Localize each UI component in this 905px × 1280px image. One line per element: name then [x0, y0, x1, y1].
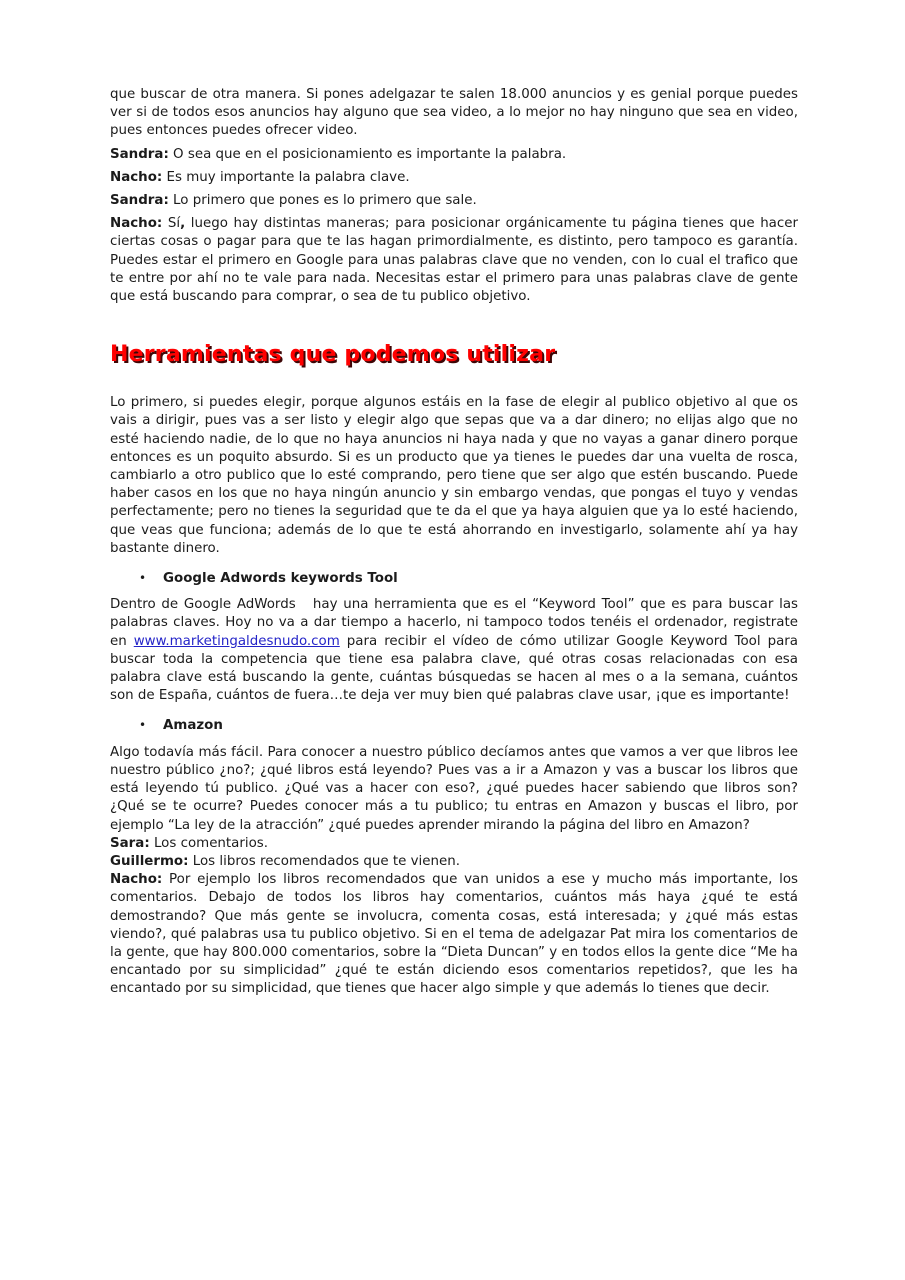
text-run: que buscar de otra manera. Si pones adelgazar te salen 18.000 anuncios y es genial porque puedes ver si de todos esos anuncios hay alguno que sea video, a lo mejor no hay ninguno que sea en video, pues entonces puedes ofrecer video.	[110, 87, 798, 139]
text-run: Por ejemplo los libros recomendados que van unidos a ese y mucho más importante, los comentarios. Debajo de todos los libros hay comentarios, cuántos más haya ¿qué te está demostrando? Que más gente se involucra, comenta cosas, está interesada; y ¿qué más estas viendo?, qué palabras usa tu publico objetivo. Si en el tema de adelgazar Pat mira los comentarios de la gente, que hay 800.000 comentarios, sobre la “Dieta Duncan” y en todos ellos la gente dice “Me ha encantado por su simplicidad” ¿qué te están diciendo esos comentarios repetidos?, que les ha encantado por su simplicidad, que tienes que hacer algo simple y que además lo tienes que decir.	[110, 872, 798, 997]
text-run: Los libros recomendados que te vienen.	[188, 853, 460, 869]
speaker-name: Sandra:	[110, 146, 169, 162]
paragraph	[110, 169, 798, 187]
speaker-name: ,	[180, 216, 186, 232]
paragraph	[110, 394, 798, 558]
speaker-name: Nacho:	[110, 216, 163, 232]
paragraph	[110, 871, 798, 998]
text-run: Los comentarios.	[149, 835, 269, 851]
speaker-name: Nacho:	[110, 872, 163, 888]
paragraph	[110, 596, 798, 705]
bullet-item-label: Google Adwords keywords Tool	[163, 571, 398, 587]
bullet-icon: •	[139, 571, 147, 586]
paragraph	[110, 192, 798, 210]
text-run: O sea que en el posicionamiento es importante la palabra.	[168, 146, 567, 162]
paragraph	[110, 835, 798, 853]
text-run: Dentro de Google AdWords hay una herramienta que es el “Keyword Tool” que es para buscar las palabras claves. Hoy no va a dar tiempo a hacerlo, ni tampoco todos tenéis el ordenador, registrate en	[110, 597, 798, 649]
paragraph	[110, 86, 798, 141]
text-run: Es muy importante la palabra clave.	[162, 169, 410, 185]
paragraph	[110, 215, 798, 306]
paragraph	[110, 146, 798, 164]
speaker-name: Sara:	[110, 835, 150, 851]
bullet-item	[110, 716, 798, 735]
text-run: para recibir el vídeo de cómo utilizar Google Keyword Tool para buscar toda la competencia que tiene esa palabra clave, qué otras cosas relacionadas con esa palabra clave está buscando la gente, cuántas búsquedas se hacen al mes o a la semana, cuántos son de España, cuántos de fuera…te deja ver muy bien qué palabras clave usar, ¡que es importante!	[110, 633, 798, 704]
paragraph	[110, 853, 798, 871]
marketingaldesnudo-link[interactable]: www.marketingaldesnudo.com	[133, 633, 340, 649]
text-run: Lo primero, si puedes elegir, porque algunos estáis en la fase de elegir al publico objetivo al que os vais a dirigir, pues vas a ser listo y elegir algo que sepas que va a dar dinero; no elijas algo que no esté haciendo nadie, de lo que no haya anuncios ni haya nada y que no vayas a ganar dinero porque entonces es un poquito absurdo. Si es un producto que ya tienes le puedes dar una vuelta de rosca, cambiarlo a otro publico que lo esté comprando, pero tiene que ser algo que estén buscando. Puede haber casos en los que no haya ningún anuncio y sin embargo vendas, que pongas el tuyo y vendas perfectamente; pero no tienes la seguridad que te da el que ya haya alguien que ya lo esté haciendo, que veas que funciona; además de lo que te está ahorrando en investigarlo, solamente ahí ya hay bastante dinero.	[110, 395, 798, 556]
text-run: Lo primero que pones es lo primero que sale.	[168, 193, 477, 209]
text-run: Sí	[162, 216, 181, 232]
document-content	[110, 86, 798, 999]
speaker-name: Sandra:	[110, 193, 169, 209]
bullet-item-label: Amazon	[163, 718, 223, 734]
paragraph	[110, 744, 798, 835]
bullet-item	[110, 569, 798, 588]
section-heading: Herramientas que podemos utilizar	[110, 342, 556, 368]
text-run: Algo todavía más fácil. Para conocer a nuestro público decíamos antes que vamos a ver que libros lee nuestro público ¿no?; ¿qué libros está leyendo? Pues vas a ir a Amazon y vas a buscar los libros que está leyendo tú publico. ¿Qué vas a hacer con eso?, ¿qué puedes hacer sabiendo que libros son? ¿Qué se te ocurre? Puedes conocer más a tu publico; tu entras en Amazon y buscas el libro, por ejemplo “La ley de la atracción” ¿qué puedes aprender mirando la página del libro en Amazon?	[110, 744, 798, 833]
speaker-name: Guillermo:	[110, 853, 189, 869]
speaker-name: Nacho:	[110, 169, 163, 185]
bullet-icon: •	[139, 718, 147, 733]
text-run: luego hay distintas maneras; para posicionar orgánicamente tu página tienes que hacer ciertas cosas o pagar para que te las hagan primordialmente, es distinto, pero tampoco es garantía. Puedes estar el primero en Google para unas palabras clave que no venden, con lo cual el trafico que te entre por ahí no te vale para nada. Necesitas estar el primero para unas palabras clave de gente que está buscando para comprar, o sea de tu publico objetivo.	[110, 216, 798, 305]
